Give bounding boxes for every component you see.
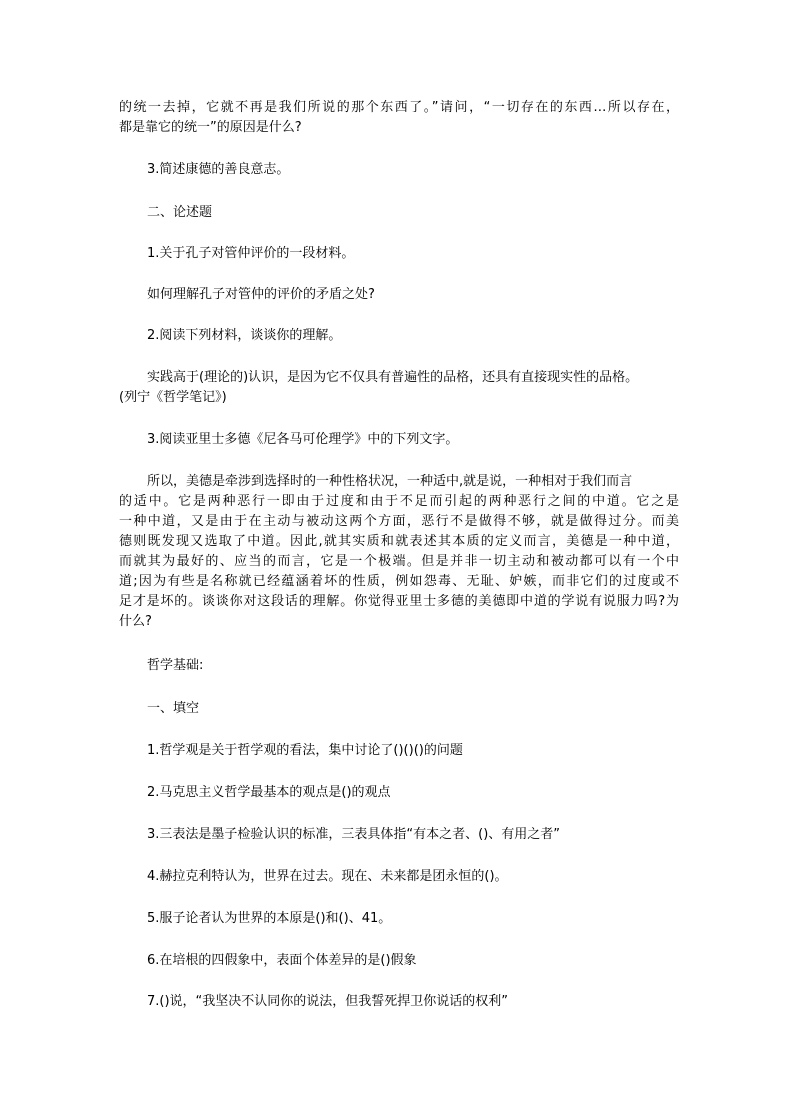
passage-line: 的适中。它是两种恶行一即由于过度和由于不足而引起的两种恶行之间的中道。它之是 bbox=[119, 494, 679, 509]
text-line: 如何理解孔子对管仲的评价的矛盾之处? bbox=[147, 287, 375, 302]
passage-line: 一种中道，又是由于在主动与被动这两个方面，恶行不是做得不够，就是做得过分。而美 bbox=[119, 514, 679, 529]
passage-line: 所以，美德是牵涉到选择时的一种性格状况，一种适中,就是说，一种相对于我们而言 bbox=[147, 474, 633, 489]
fill-blank-item: 5.服子论者认为世界的本原是()和()、41。 bbox=[147, 911, 392, 926]
passage-line: 道;因为有些是名称就已经蕴涵着坏的性质，例如怨毒、无耻、妒嫉，而非它们的过度或不 bbox=[119, 574, 679, 589]
question-line: 3.阅读亚里士多德《尼各马可伦理学》中的下列文字。 bbox=[147, 432, 459, 447]
question-line: 1.关于孔子对管仲评价的一段材料。 bbox=[147, 246, 355, 261]
fill-blank-item: 2.马克思主义哲学最基本的观点是()的观点 bbox=[147, 785, 391, 800]
fill-blank-item: 7.()说，“我坚决不认同你的说法，但我誓死捍卫你说话的权利” bbox=[147, 994, 509, 1009]
text-line: 的统一去掉，它就不再是我们所说的那个东西了。”请问，“一切存在的东西…所以存在， bbox=[119, 100, 679, 115]
section-heading: 哲学基础: bbox=[147, 658, 204, 673]
quote-line: 实践高于(理论的)认识，是因为它不仅具有普遍性的品格，还具有直接现实性的品格。 bbox=[147, 370, 639, 385]
passage-line: 足才是坏的。谈谈你对这段话的理解。你觉得亚里士多德的美德即中道的学说有说服力吗?为 bbox=[119, 594, 679, 609]
fill-blank-item: 3.三表法是墨子检验认识的标准，三表具体指“有本之者、()、有用之者” bbox=[147, 827, 561, 842]
fill-blank-item: 1.哲学观是关于哲学观的看法，集中讨论了()()()的问题 bbox=[147, 743, 463, 758]
section-heading: 一、填空 bbox=[147, 701, 200, 716]
text-line: 都是靠它的统一”的原因是什么? bbox=[119, 120, 302, 135]
quote-source: (列宁《哲学笔记》) bbox=[119, 390, 227, 405]
passage-line: 什么? bbox=[119, 614, 152, 629]
passage-line: 德则既发现又选取了中道。因此,就其实质和就表述其本质的定义而言，美德是一种中道， bbox=[119, 534, 679, 549]
fill-blank-item: 6.在培根的四假象中，表面个体差异的是()假象 bbox=[147, 953, 417, 968]
question-line: 3.简述康德的善良意志。 bbox=[147, 162, 290, 177]
section-heading: 二、论述题 bbox=[147, 205, 213, 220]
question-line: 2.阅读下列材料，谈谈你的理解。 bbox=[147, 328, 342, 343]
fill-blank-item: 4.赫拉克利特认为，世界在过去。现在、未来都是团永恒的()。 bbox=[147, 869, 508, 884]
passage-line: 而就其为最好的、应当的而言，它是一个极端。但是并非一切主动和被动都可以有一个中 bbox=[119, 554, 679, 569]
